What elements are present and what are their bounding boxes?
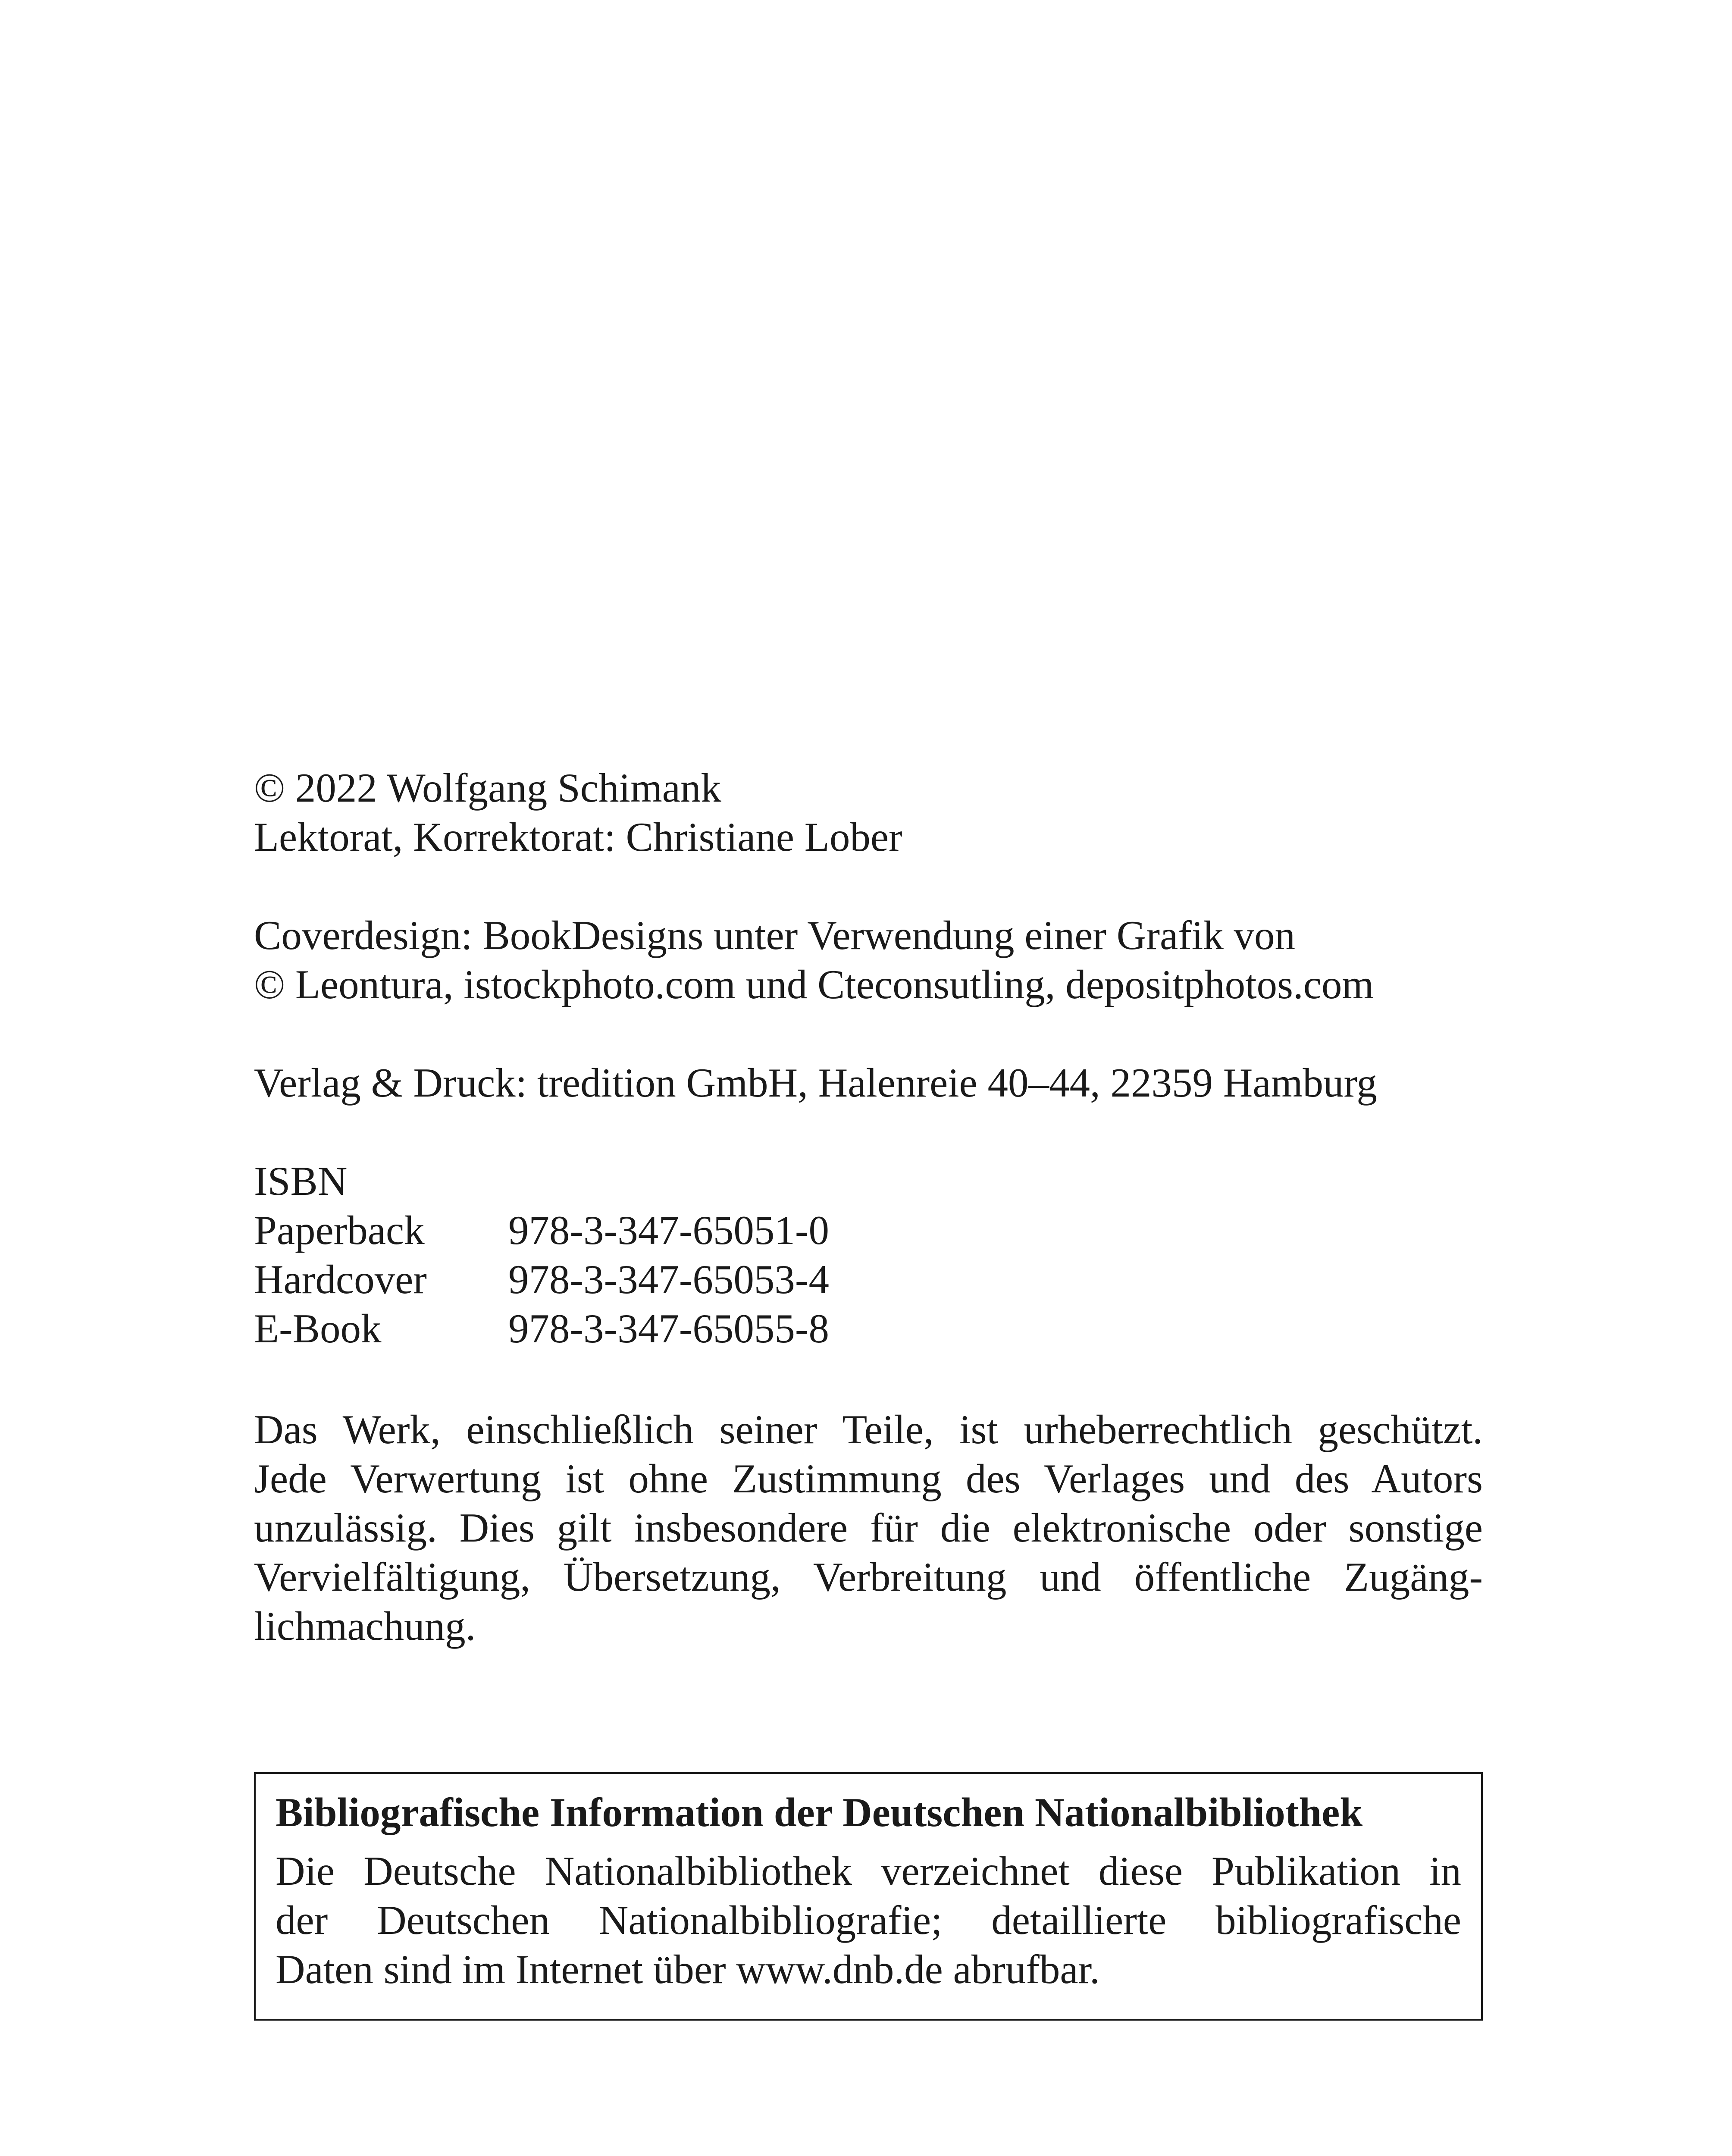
- isbn-row-ebook: [254, 1304, 1483, 1353]
- isbn-format-label: E-Book: [254, 1306, 382, 1351]
- copyright-notice-line-2: Jede Verwertung ist ohne Zustimmung des Verlages und des Autors: [254, 1456, 1483, 1501]
- isbn-format-label: Paperback: [254, 1207, 425, 1253]
- isbn-number: 978-3-347-65053-4: [508, 1257, 830, 1302]
- publisher-line: Verlag & Druck: tredition GmbH, Halenreie 40–44, 22359 Hamburg: [254, 1060, 1377, 1106]
- spacer: [254, 862, 1483, 911]
- cover-credit-line-1: Coverdesign: BookDesigns unter Verwendung einer Grafik von: [254, 912, 1295, 958]
- dnb-text-line-3: Daten sind im Internet über www.dnb.de abrufbar.: [276, 1946, 1100, 1992]
- dnb-text-line-1: Die Deutsche Nationalbibliothek verzeichnet diese Publikation in: [276, 1848, 1461, 1894]
- editing-credit: Lektorat, Korrektorat: Christiane Lober: [254, 814, 902, 860]
- copyright-notice-line-1: Das Werk, einschließlich seiner Teile, ist urheberrechtlich geschützt.: [254, 1407, 1483, 1452]
- isbn-row-paperback: [254, 1206, 1483, 1255]
- copyright-notice-line-5: lichmachung.: [254, 1603, 476, 1649]
- isbn-number: 978-3-347-65055-8: [508, 1306, 830, 1351]
- dnb-title: Bibliografische Information der Deutschen Nationalbibliothek: [276, 1789, 1363, 1835]
- copyright-line: © 2022 Wolfgang Schimank: [254, 765, 721, 811]
- isbn-format-label: Hardcover: [254, 1257, 427, 1302]
- dnb-info-box: [254, 1772, 1483, 2021]
- dnb-text-line-2: der Deutschen Nationalbibliografie; detaillierte bibliografische: [276, 1897, 1461, 1943]
- copyright-notice-line-4: Vervielfältigung, Übersetzung, Verbreitung und öffentliche Zugäng-: [254, 1554, 1483, 1600]
- spacer: [254, 1353, 1483, 1402]
- spacer: [254, 1107, 1483, 1156]
- imprint-content: [254, 763, 1483, 1651]
- copyright-notice: [254, 1405, 1483, 1651]
- isbn-row-hardcover: [254, 1255, 1483, 1304]
- isbn-heading: ISBN: [254, 1158, 348, 1204]
- isbn-number: 978-3-347-65051-0: [508, 1207, 830, 1253]
- copyright-notice-line-3: unzulässig. Dies gilt insbesondere für die elektronische oder sonstige: [254, 1505, 1483, 1551]
- cover-credit-line-2: © Leontura, istockphoto.com und Cteconsutling, depositphotos.com: [254, 962, 1374, 1007]
- spacer: [254, 1009, 1483, 1058]
